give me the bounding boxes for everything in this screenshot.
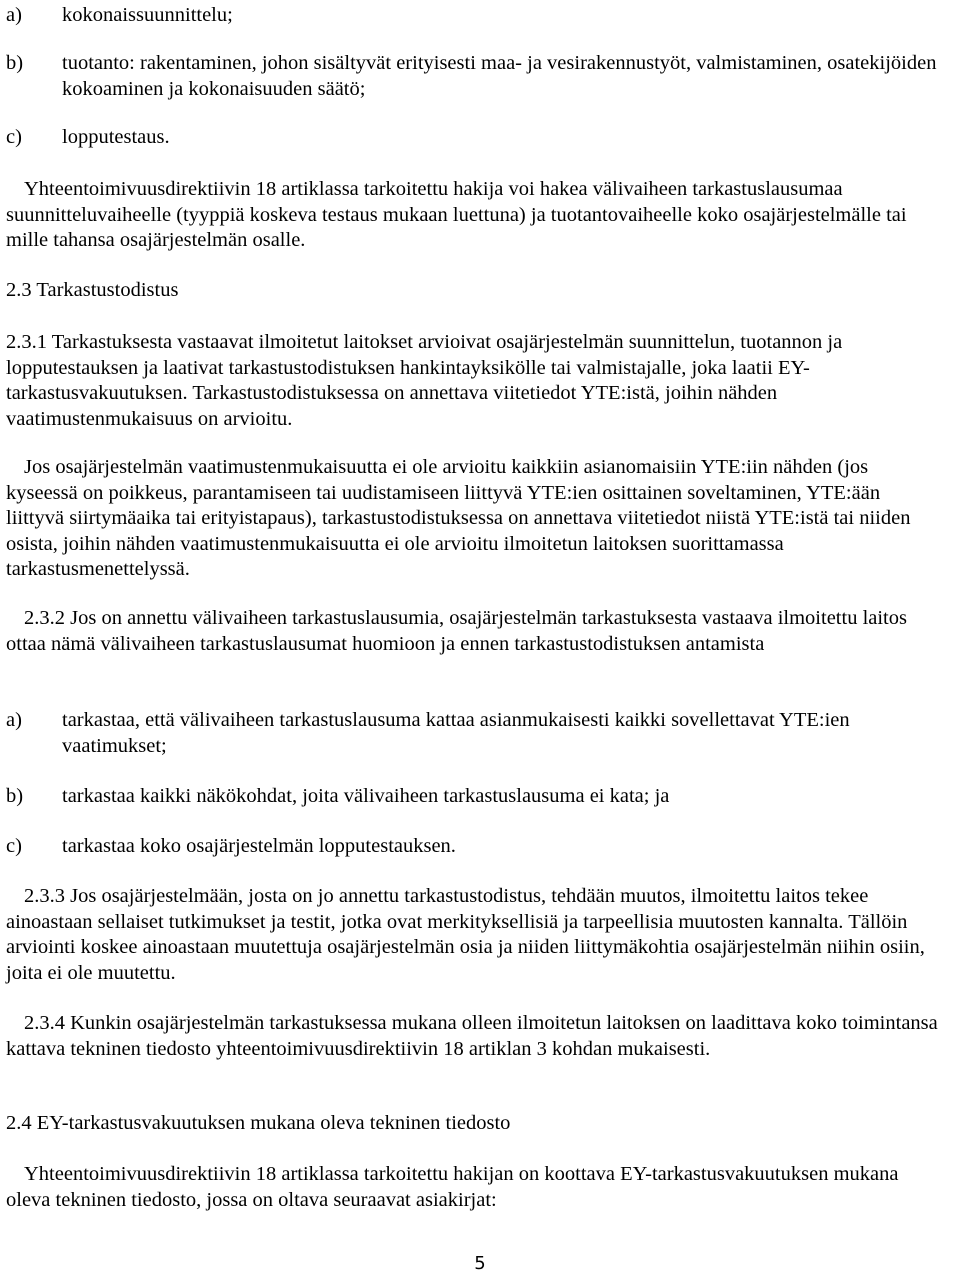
- section-heading-2-3: 2.3 Tarkastustodistus: [6, 279, 179, 301]
- list-text: tuotanto: rakentaminen, johon sisältyvät erityisesti maa- ja vesirakennustyöt, valmistaminen, osatekijöiden kokoaminen ja kokonaisuuden säätö;: [62, 52, 937, 100]
- list-marker: c): [6, 126, 22, 148]
- paragraph-intro: Yhteentoimivuusdirektiivin 18 artiklassa tarkoitettu hakija voi hakea välivaiheen tarkastuslausumaa suunnitteluvaiheelle (tyyppiä koskeva testaus mukaan luettuna) ja tuotantovaiheelle koko osajärjestelmälle tai mille tahansa osajärjestelmän osalle.: [6, 178, 907, 251]
- list-text: tarkastaa, että välivaiheen tarkastuslausuma kattaa asianmukaisesti kaikki sovellettavat YTE:ien vaatimukset;: [62, 709, 850, 757]
- list-item: [6, 3, 941, 29]
- list-text: tarkastaa kaikki näkökohdat, joita välivaiheen tarkastuslausuma ei kata; ja: [62, 785, 670, 807]
- list-item: [6, 708, 941, 759]
- list-item: [6, 51, 941, 102]
- list-marker: c): [6, 835, 22, 857]
- list-marker: a): [6, 4, 22, 26]
- section-heading-2-4: 2.4 EY-tarkastusvakuutuksen mukana oleva tekninen tiedosto: [6, 1112, 511, 1134]
- list-text: lopputestaus.: [62, 126, 170, 148]
- list-marker: b): [6, 52, 24, 74]
- paragraph-2-3-2: 2.3.2 Jos on annettu välivaiheen tarkastuslausumia, osajärjestelmän tarkastuksesta vastaava ilmoitettu laitos ottaa nämä välivaiheen tarkastuslausumat huomioon ja ennen tarkastustodistuksen antamista: [6, 607, 907, 655]
- list-marker: a): [6, 709, 22, 731]
- list-item: [6, 784, 941, 810]
- list-text: kokonaissuunnittelu;: [62, 4, 233, 26]
- paragraph-2-3-4: 2.3.4 Kunkin osajärjestelmän tarkastuksessa mukana olleen ilmoitetun laitoksen on laadittava koko toimintansa kattava tekninen tiedosto yhteentoimivuusdirektiivin 18 artiklan 3 kohdan mukaisesti.: [6, 1012, 938, 1060]
- paragraph-final: Yhteentoimivuusdirektiivin 18 artiklassa tarkoitettu hakijan on koottava EY-tarkastusvakuutuksen mukana oleva tekninen tiedosto, jossa on oltava seuraavat asiakirjat:: [6, 1163, 899, 1211]
- paragraph-jos: Jos osajärjestelmän vaatimustenmukaisuutta ei ole arvioitu kaikkiin asianomaisiin YTE:iin nähden (jos kyseessä on poikkeus, parantamiseen tai uudistamiseen liittyvä YTE:ien osittainen soveltaminen, YTE:ään liittyvä siirtymäaika tai erityistapaus), tarkastustodistuksessa on annettava viitetiedot niistä YTE:istä tai niiden osista, joihin nähden vaatimustenmukaisuutta ei ole arvioitu ilmoitetun laitoksen suorittamassa tarkastusmenettelyssä.: [6, 456, 911, 580]
- list-item: [6, 125, 941, 151]
- list-text: tarkastaa koko osajärjestelmän lopputestauksen.: [62, 835, 456, 857]
- paragraph-2-3-1: 2.3.1 Tarkastuksesta vastaavat ilmoitetut laitokset arvioivat osajärjestelmän suunnittelun, tuotannon ja lopputestauksen ja laativat tarkastustodistuksen hankintayksikölle tai valmistajalle, joka laatii EY-tarkastusvakuutuksen. Tarkastustodistuksessa on annettava viitetiedot YTE:istä, joihin nähden vaatimustenmukaisuus on arvioitu.: [6, 331, 843, 430]
- page-number: 5: [474, 1253, 486, 1274]
- list-item: [6, 834, 941, 860]
- list-marker: b): [6, 785, 24, 807]
- paragraph-2-3-3: 2.3.3 Jos osajärjestelmään, josta on jo annettu tarkastustodistus, tehdään muutos, ilmoitettu laitos tekee ainoastaan sellaiset tutkimukset ja testit, jotka ovat merkityksellisiä ja tarpeellisia muutosten kannalta. Tällöin arviointi koskee ainoastaan muutettuja osajärjestelmän osia ja niiden liittymäkohtia osajärjestelmän niihin osiin, joita ei ole muutettu.: [6, 885, 925, 984]
